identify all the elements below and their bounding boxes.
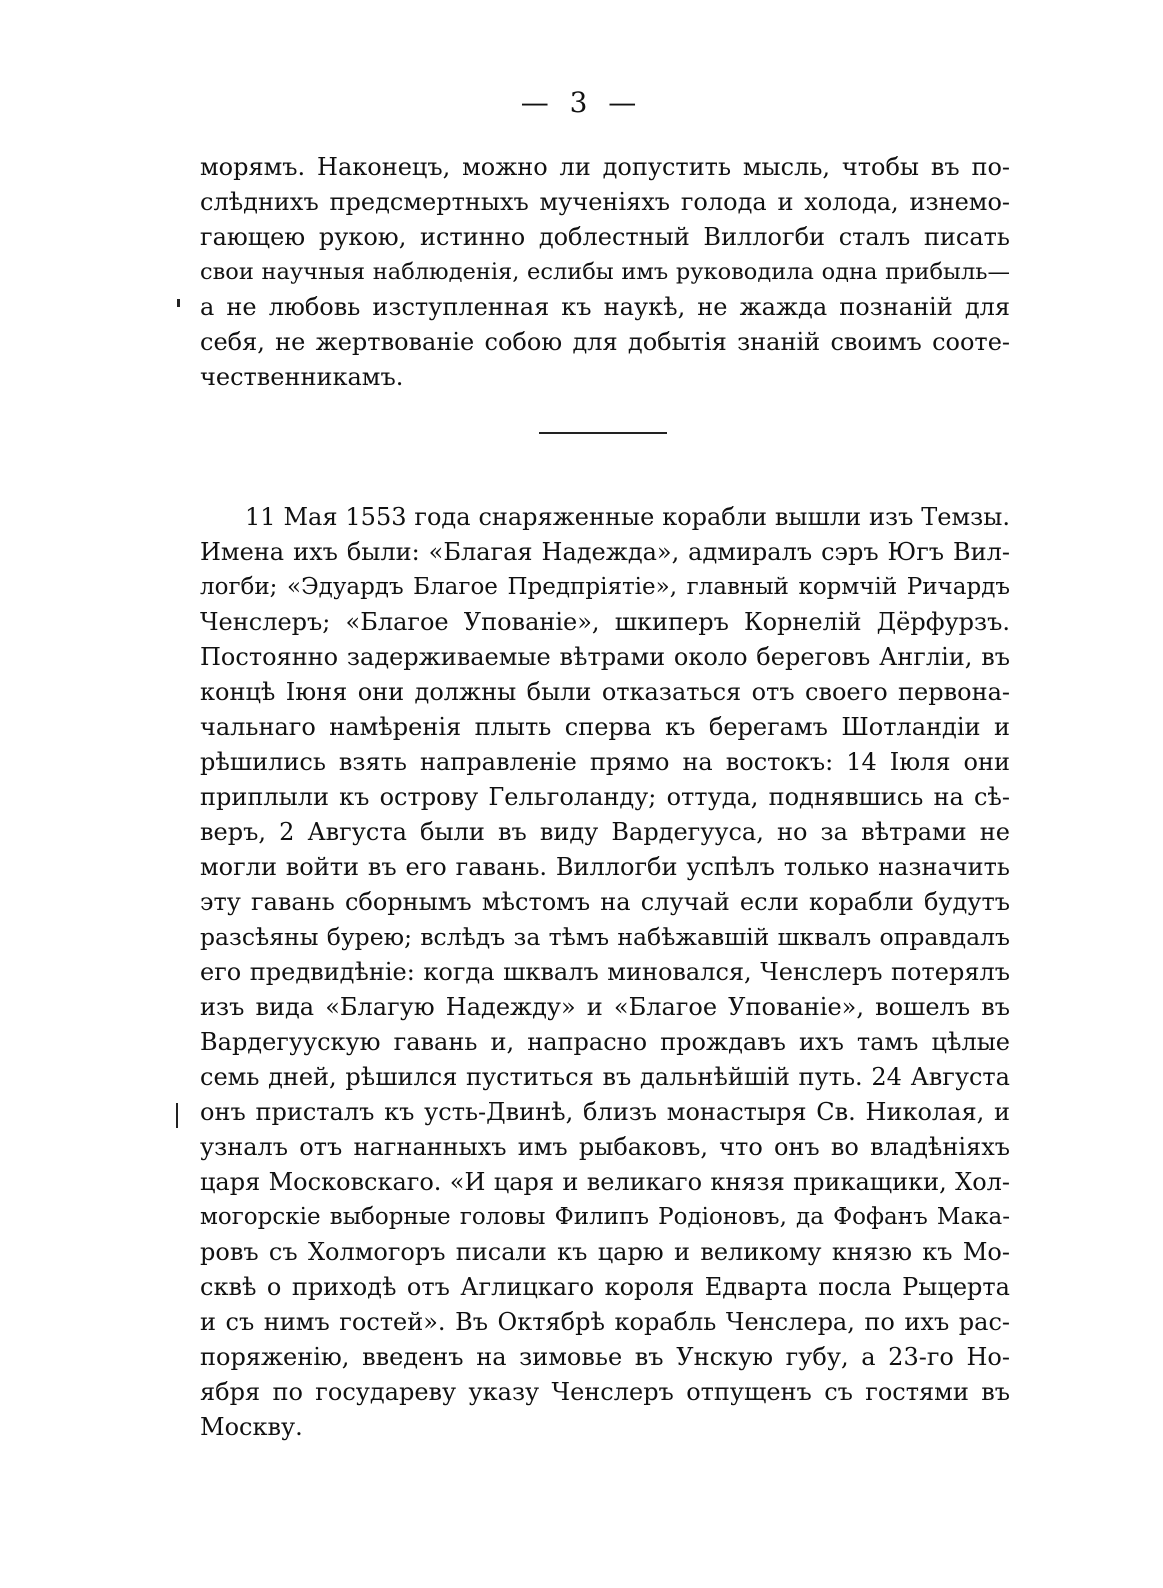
text-line: слѣднихъ предсмертныхъ мученіяхъ голода и холода, изнемо-: [200, 188, 1010, 216]
text-line: разсѣяны бурею; вслѣдъ за тѣмъ набѣжавшій шквалъ оправдалъ: [200, 923, 1010, 951]
text-line: 11 Мая 1553 года снаряженные корабли вышли изъ Темзы.: [245, 503, 1010, 531]
text-line: и съ нимъ гостей». Въ Октябрѣ корабль Ченслера, по ихъ рас-: [200, 1308, 1010, 1336]
section-divider: [539, 432, 667, 434]
text-line: гающею рукою, истинно доблестный Виллогби сталъ писать: [200, 223, 1010, 251]
text-line: себя, не жертвованіе собою для добытія знаній своимъ сооте-: [200, 328, 1010, 356]
text-line: онъ присталъ къ усть-Двинѣ, близъ монастыря Св. Николая, и: [200, 1098, 1010, 1126]
text-line: а не любовь изступленная къ наукѣ, не жажда познаній для: [200, 293, 1010, 321]
text-line: морямъ. Наконецъ, можно ли допустить мысль, чтобы въ по-: [200, 153, 1010, 181]
text-line: чальнаго намѣренія плыть сперва къ берегамъ Шотландіи и: [200, 713, 1010, 741]
text-line: веръ, 2 Августа были въ виду Вардегууса, но за вѣтрами не: [200, 818, 1010, 846]
text-line: Постоянно задерживаемые вѣтрами около береговъ Англіи, въ: [200, 643, 1010, 671]
text-line: Вардегуускую гавань и, напрасно прождавъ ихъ тамъ цѣлые: [200, 1028, 1010, 1056]
paragraph-2: [200, 500, 1010, 1445]
paragraph-1: [200, 150, 1010, 395]
text-line: приплыли къ острову Гельголанду; оттуда, поднявшись на сѣ-: [200, 783, 1010, 811]
text-line: изъ вида «Благую Надежду» и «Благое Упованіе», вошелъ въ: [200, 993, 1010, 1021]
text-line: Ченслеръ; «Благое Упованіе», шкиперъ Корнелій Дёрфурзъ.: [200, 608, 1010, 636]
text-line: ровъ съ Холмогоръ писали къ царю и великому князю къ Мо-: [200, 1238, 1010, 1266]
text-line: его предвидѣніе: когда шквалъ миновался, Ченслеръ потерялъ: [200, 958, 1010, 986]
text-line: узналъ отъ нагнанныхъ имъ рыбаковъ, что онъ во владѣніяхъ: [200, 1133, 1010, 1161]
text-line: Имена ихъ были: «Благая Надежда», адмиралъ сэръ Югъ Вил-: [200, 538, 1010, 566]
text-line: поряженію, введенъ на зимовье въ Унскую губу, а 23-го Но-: [200, 1343, 1010, 1371]
text-line: эту гавань сборнымъ мѣстомъ на случай если корабли будутъ: [200, 888, 1010, 916]
text-line: могорскіе выборные головы Филипъ Родіоновъ, да Фофанъ Мака-: [200, 1204, 1010, 1230]
text-line: логби; «Эдуардъ Благое Предпріятіе», главный кормчій Ричардъ: [200, 574, 1010, 600]
text-line: ября по государеву указу Ченслеръ отпущенъ съ гостями въ: [200, 1378, 1010, 1406]
text-line: семь дней, рѣшился пуститься въ дальнѣйшій путь. 24 Августа: [200, 1063, 1010, 1091]
text-line: Москву.: [200, 1413, 303, 1441]
text-line: могли войти въ его гавань. Виллогби успѣлъ только назначить: [200, 853, 1010, 881]
text-line: рѣшились взять направленіе прямо на востокъ: 14 Іюля они: [200, 748, 1010, 776]
text-line: свои научныя наблюденія, еслибы имъ руководила одна прибыль—: [200, 259, 1010, 285]
margin-mark: [177, 299, 180, 307]
text-line: концѣ Іюня они должны были отказаться отъ своего первона-: [200, 678, 1010, 706]
page-number: — 3 —: [520, 86, 643, 119]
text-line: чественникамъ.: [200, 363, 404, 391]
text-line: сквѣ о приходѣ отъ Аглицкаго короля Едварта посла Рыцерта: [200, 1273, 1010, 1301]
margin-mark: [176, 1103, 178, 1128]
text-line: царя Московскаго. «И царя и великаго князя прикащики, Хол-: [200, 1168, 1010, 1196]
